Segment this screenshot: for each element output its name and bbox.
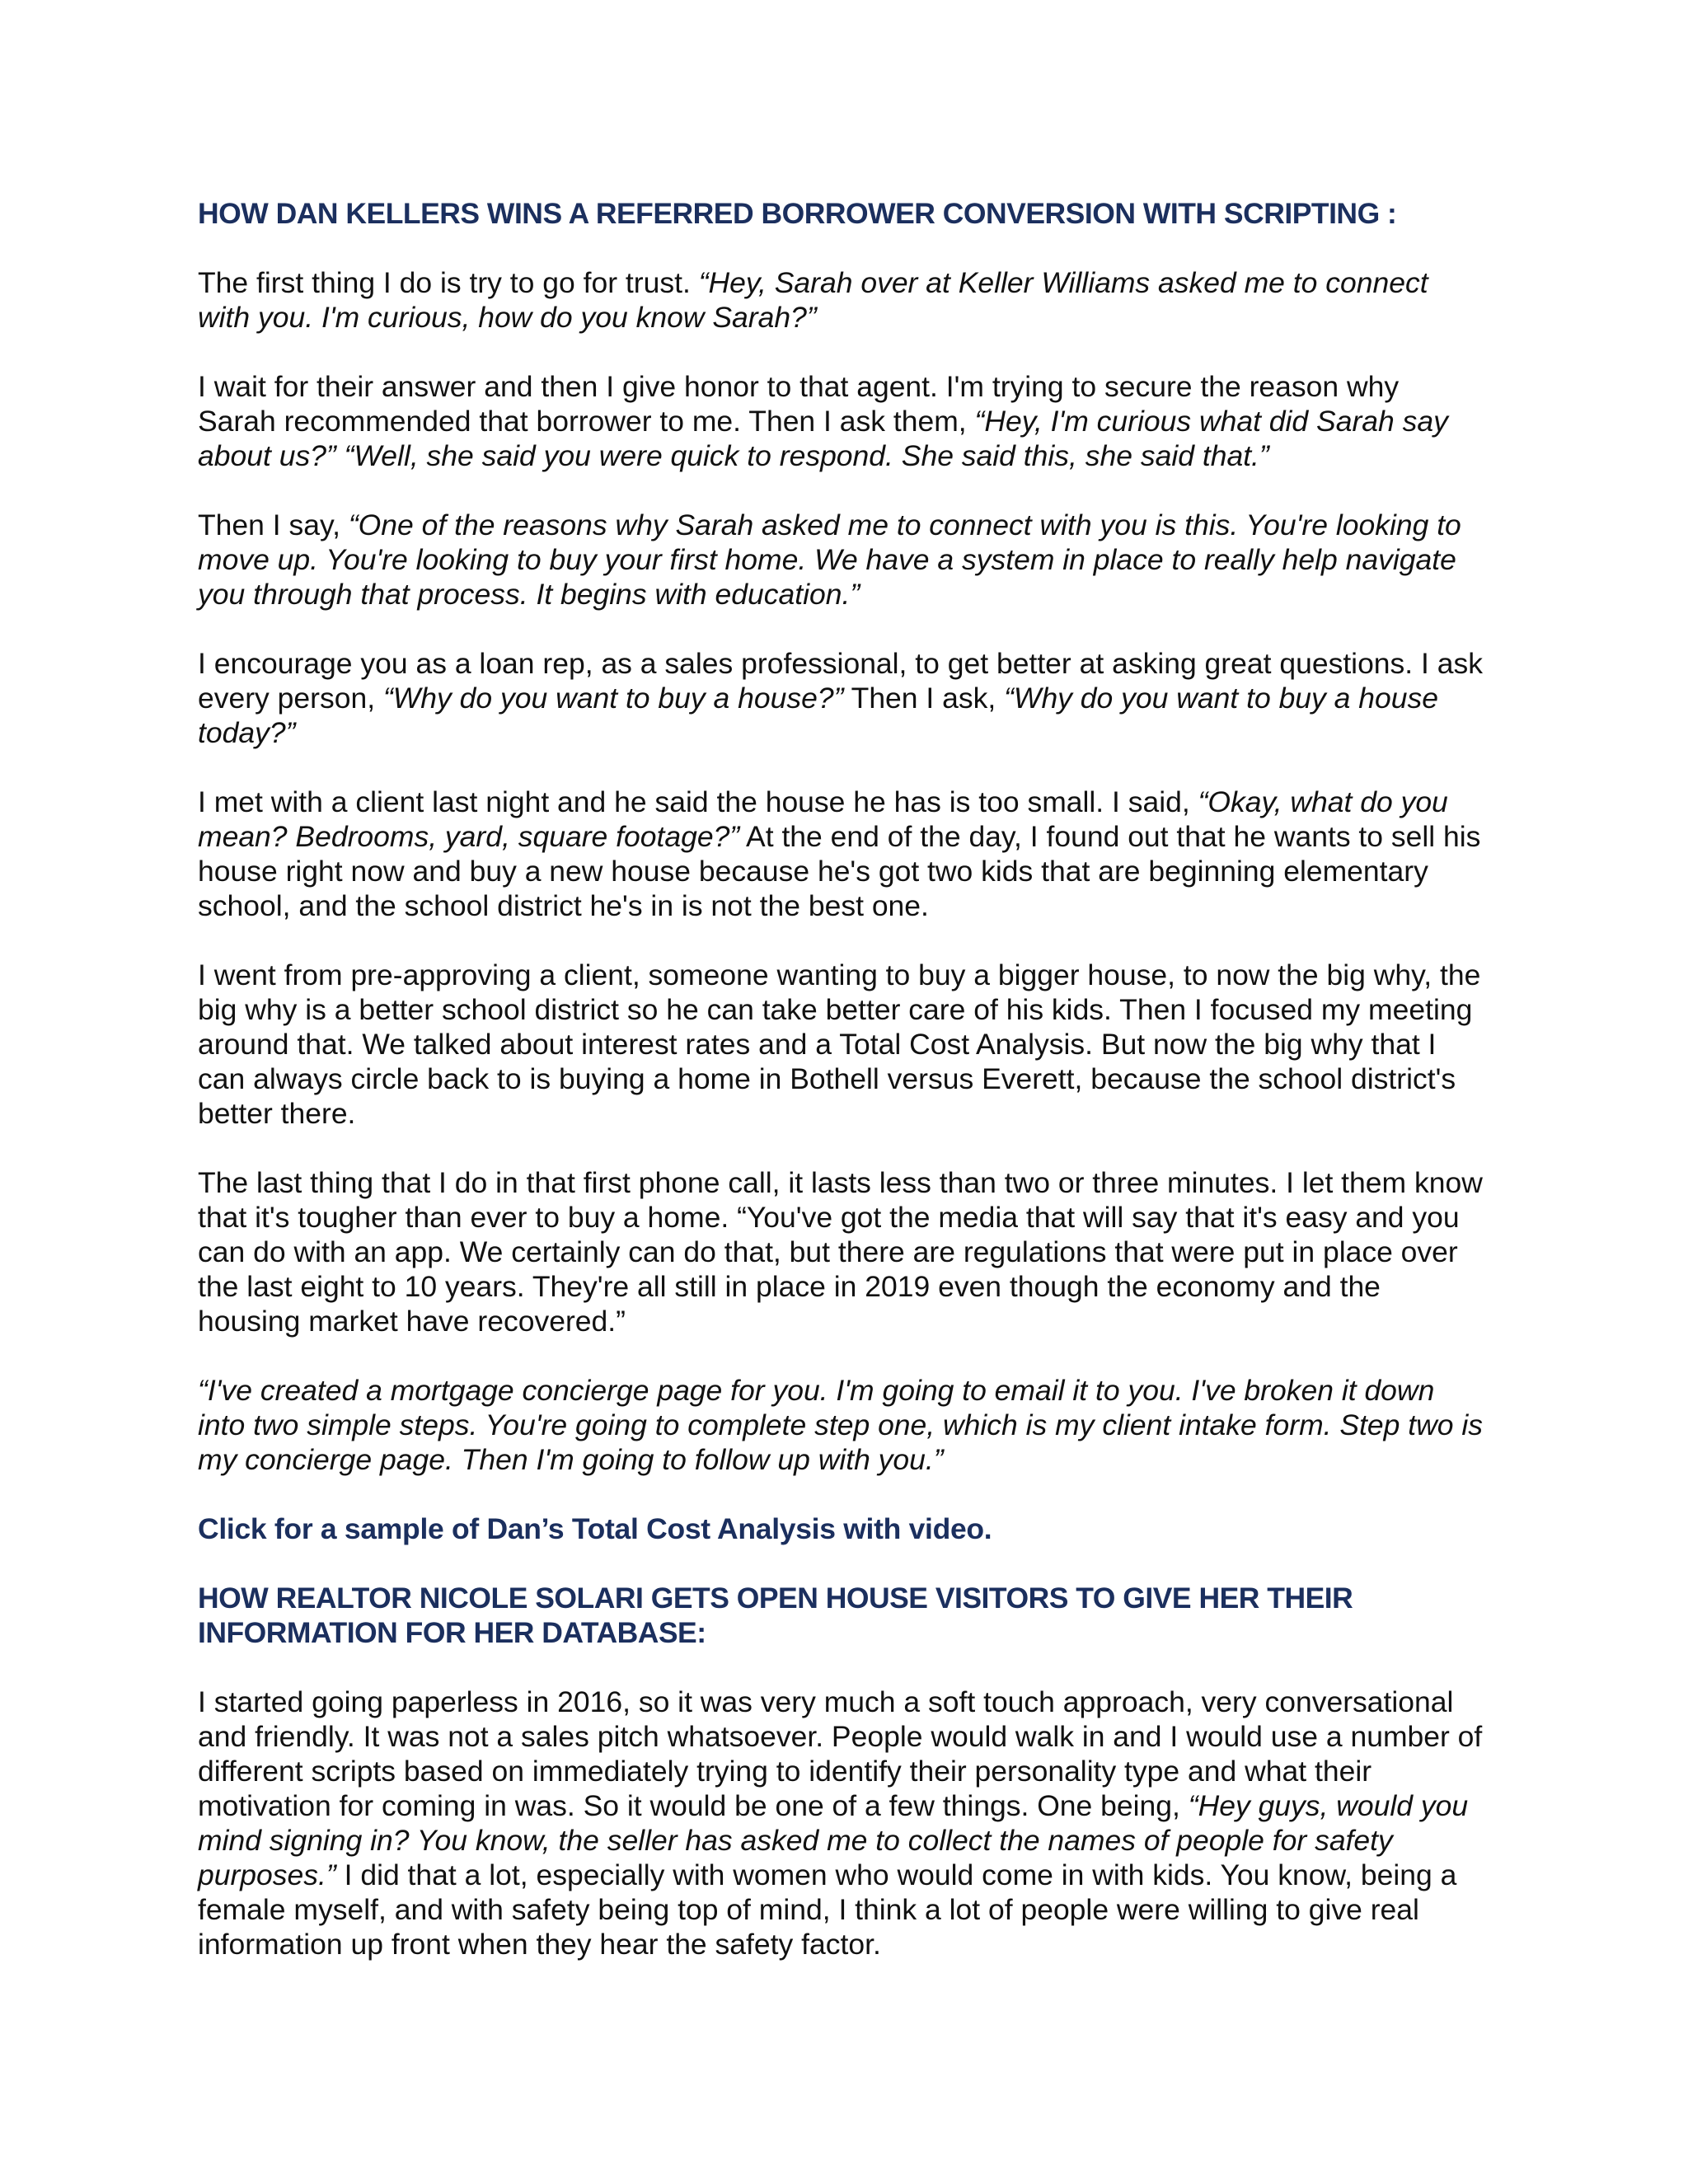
paragraph-reasons — [198, 508, 1484, 612]
quote-text: “I've created a mortgage concierge page for you. I'm going to email it to you. I've broken it down into two simple steps. You're going to complete step one, which is my client intake form. Step two is my concierge page. Then I'm going to follow up with you.” — [198, 1374, 1484, 1476]
paragraph-first-phone-call: The last thing that I do in that first phone call, it lasts less than two or three minutes. I let them know that it's tougher than ever to buy a home. “You've got the media that will say that it's easy and you can do with an app. We certainly can do that, but there are regulations that were put in place over the last eight to 10 years. They're all still in place in 2019 even though the economy and the housing market have recovered.” — [198, 1166, 1483, 1338]
total-cost-analysis-link[interactable]: Click for a sample of Dan’s Total Cost Analysis with video. — [198, 1512, 992, 1545]
paragraph-client-last-night — [198, 785, 1484, 923]
quote-text: “Okay, what do you mean? Bedrooms, yard, square footage?” — [198, 785, 1448, 853]
paragraph-concierge-quote — [198, 1373, 1484, 1477]
paragraph-text: I met with a client last night and he said the house he has is too small. I said, — [198, 785, 1198, 818]
paragraph-text: I started going paperless in 2016, so it was very much a soft touch approach, very conversational and friendly. It was not a sales pitch whatsoever. People would walk in and I would use a number of different scripts based on immediately trying to identify their personality type and what their motivation for coming in was. So it would be one of a few things. One being, — [198, 1685, 1483, 1822]
quote-text: “Hey guys, would you mind signing in? You know, the seller has asked me to collect the names of people for safety purposes.” — [198, 1789, 1469, 1891]
quote-text: “Hey, I'm curious what did Sarah say about us?” “Well, she said you were quick to respond. She said this, she said that.” — [198, 405, 1448, 472]
paragraph-great-questions — [198, 646, 1484, 750]
quote-text: “Why do you want to buy a house today?” — [198, 682, 1438, 749]
document-page — [198, 196, 1484, 1996]
paragraph-text: I encourage you as a loan rep, as a sales professional, to get better at asking great questions. I ask every person, — [198, 647, 1484, 715]
paragraph-text: Then I say, — [198, 509, 349, 541]
paragraph-text: I wait for their answer and then I give honor to that agent. I'm trying to secure the reason why Sarah recommended that borrower to me. Then I ask them, — [198, 370, 1400, 438]
section-heading-dan-kellers: HOW DAN KELLERS WINS A REFERRED BORROWER CONVERSION WITH SCRIPTING : — [198, 197, 1397, 230]
paragraph-text: Then I ask, — [843, 682, 1005, 715]
paragraph-text: I did that a lot, especially with women who would come in with kids. You know, being a female myself, and with safety being top of mind, I think a lot of people were willing to give real information up front when they hear the safety factor. — [198, 1858, 1457, 1961]
paragraph-big-why: I went from pre-approving a client, someone wanting to buy a bigger house, to now the big why, the big why is a better school district so he can take better care of his kids. Then I focused my meeting around that. We talked about interest rates and a Total Cost Analysis. But now the big why that I can always circle back to is buying a home in Bothell versus Everett, because the school district's better there. — [198, 958, 1481, 1130]
quote-text: “Hey, Sarah over at Keller Williams asked me to connect with you. I'm curious, how do you know Sarah?” — [198, 266, 1428, 334]
quote-text: “Why do you want to buy a house?” — [382, 682, 844, 715]
paragraph-trust — [198, 265, 1484, 335]
paragraph-text: The first thing I do is try to go for trust. — [198, 266, 699, 299]
paragraph-paperless — [198, 1685, 1484, 1961]
section-heading-nicole-solari: HOW REALTOR NICOLE SOLARI GETS OPEN HOUSE VISITORS TO GIVE HER THEIR INFORMATION FOR HER DATABASE: — [198, 1582, 1353, 1649]
quote-text: “One of the reasons why Sarah asked me to connect with you is this. You're looking to move up. You're looking to buy your first home. We have a system in place to really help navigate you through that process. It begins with education.” — [198, 509, 1461, 611]
paragraph-honor-agent — [198, 369, 1484, 473]
paragraph-text: At the end of the day, I found out that he wants to sell his house right now and buy a new house because he's got two kids that are beginning elementary school, and the school district he's in is not the best one. — [198, 820, 1481, 922]
